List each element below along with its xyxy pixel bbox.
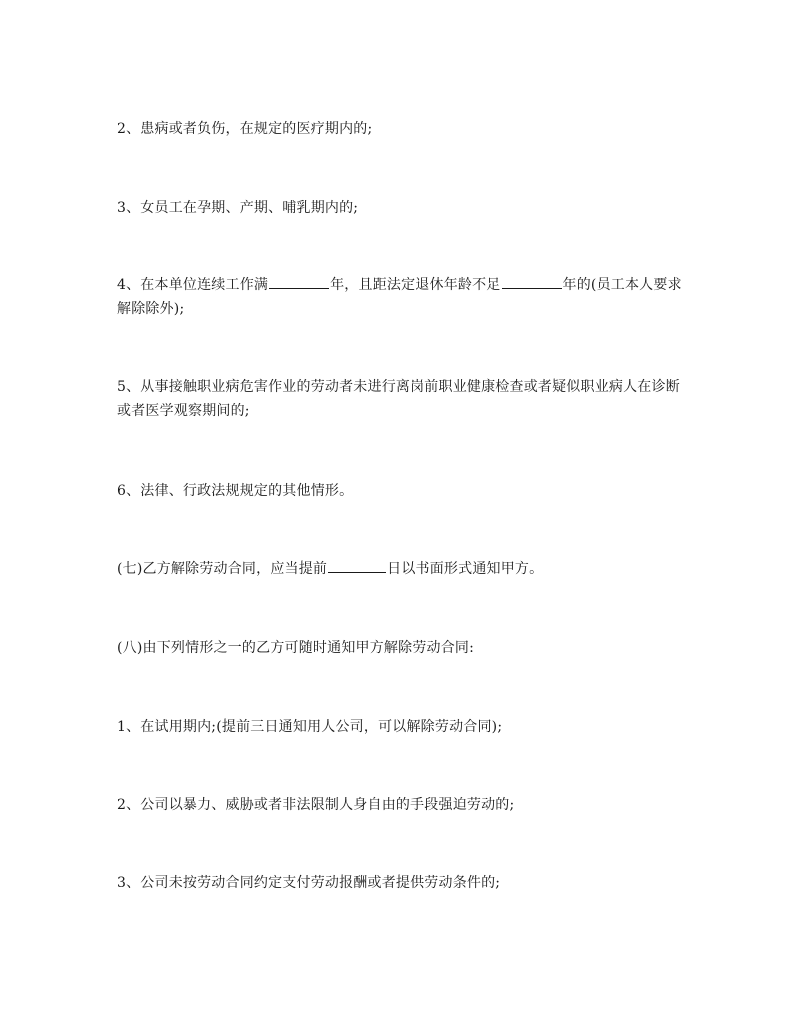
section-7-notice <box>117 557 687 581</box>
section-text: (八)由下列情形之一的乙方可随时通知甲方解除劳动合同: <box>117 640 475 656</box>
clause-text-part1: 4、在本单位连续工作满 <box>117 277 269 293</box>
clause-6-other <box>117 479 687 503</box>
clause-5-occupational-disease <box>117 375 687 423</box>
clause-text: 2、公司以暴力、威胁或者非法限制人身自由的手段强迫劳动的; <box>117 797 515 813</box>
clause-text: 2、患病或者负伤，在规定的医疗期内的; <box>117 121 373 137</box>
clause-text-part3: 年的(员工本人要求解除除外); <box>117 277 682 317</box>
years-to-retirement-blank <box>502 273 562 289</box>
section-text-part1: (七)乙方解除劳动合同，应当提前 <box>117 561 328 577</box>
years-worked-blank <box>269 273 329 289</box>
clause-text: 3、女员工在孕期、产期、哺乳期内的; <box>117 200 359 216</box>
clause-3-pregnancy <box>117 196 687 220</box>
clause-3-unpaid <box>117 871 687 895</box>
clause-text: 1、在试用期内;(提前三日通知用人公司，可以解除劳动合同); <box>117 719 503 735</box>
clause-2-forced-labor <box>117 793 687 817</box>
clause-text-part2: 年，且距法定退休年龄不足 <box>330 277 501 293</box>
clause-4-retirement <box>117 273 687 321</box>
clause-2-illness <box>117 117 687 141</box>
clause-text: 3、公司未按劳动合同约定支付劳动报酬或者提供劳动条件的; <box>117 875 501 891</box>
clause-text: 6、法律、行政法规规定的其他情形。 <box>117 483 354 499</box>
section-text-part2: 日以书面形式通知甲方。 <box>387 561 544 577</box>
notice-days-blank <box>328 557 386 573</box>
clause-text: 5、从事接触职业病危害作业的劳动者未进行离岗前职业健康检查或者疑似职业病人在诊断或者医学观察期间的; <box>117 379 680 419</box>
section-8-heading <box>117 636 687 660</box>
clause-1-probation <box>117 715 687 739</box>
